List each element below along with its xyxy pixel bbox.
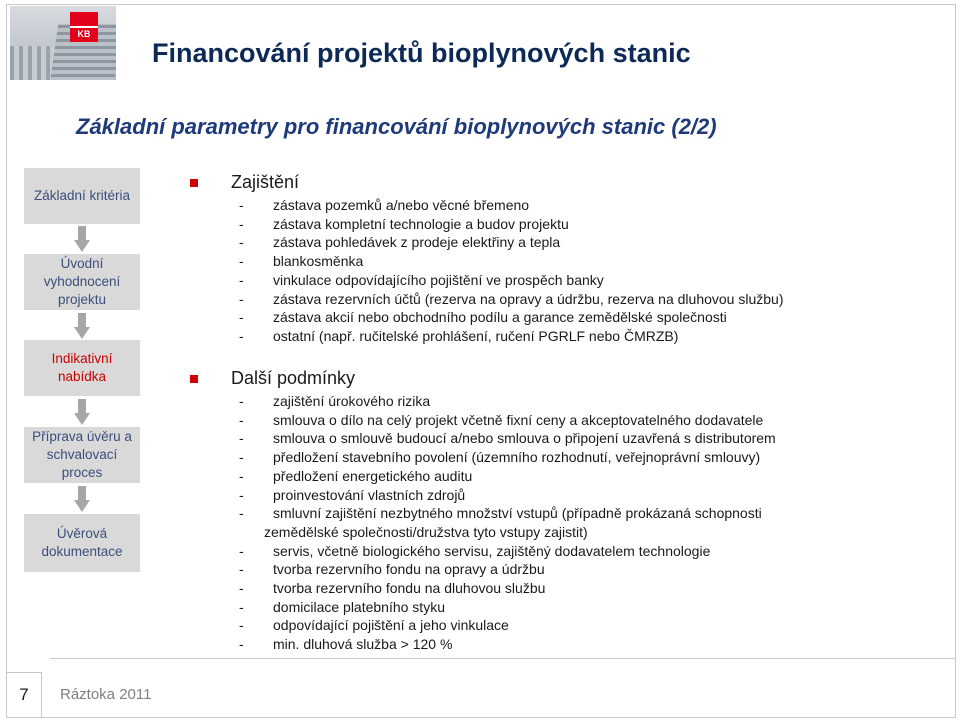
page-subtitle: Základní parametry pro financování bioplynových stanic (2/2)	[76, 114, 717, 139]
list-item: - smlouva o smlouvě budoucí a/nebo smlouva o připojení uzavřená s distributorem	[190, 429, 776, 448]
list-item: - min. dluhová služba > 120 %	[190, 635, 776, 654]
process-step-uvodni-vyhodnoceni	[24, 254, 140, 310]
kb-logo: KB	[70, 12, 98, 42]
process-step-label: Indikativní nabídka	[51, 351, 113, 384]
kb-logo-photo	[10, 6, 116, 80]
process-step-label: Základní kritéria	[33, 188, 131, 203]
list-item: - předložení stavebního povolení (územního rozhodnutí, veřejnoprávní smlouvy)	[190, 448, 776, 467]
footer-text: Ráztoka 2011	[60, 686, 152, 703]
list-item: - tvorba rezervního fondu na dluhovou službu	[190, 579, 776, 598]
process-step-label: Příprava úvěru a schvalovací proces	[32, 429, 132, 480]
section-dalsi-podminky	[190, 368, 776, 654]
square-bullet-icon	[190, 375, 198, 383]
process-step-label: Úvodní vyhodnocení projektu	[43, 256, 121, 307]
square-bullet-icon	[190, 179, 198, 187]
down-arrow-icon	[74, 313, 90, 339]
process-step-priprava-uveru	[24, 427, 140, 483]
list-item: - odpovídající pojištění a jeho vinkulace	[190, 616, 776, 635]
list-item: - zajištění úrokového rizika	[190, 392, 776, 411]
bullet-list	[190, 392, 776, 654]
list-item: - zástava kompletní technologie a budov projektu	[190, 215, 784, 234]
list-item: - ostatní (např. ručitelské prohlášení, ručení PGRLF nebo ČMRZB)	[190, 327, 784, 346]
down-arrow-icon	[74, 226, 90, 252]
list-item: - servis, včetně biologického servisu, zajištěný dodavatelem technologie	[190, 542, 776, 561]
list-item: - proinvestování vlastních zdrojů	[190, 486, 776, 505]
process-step-indikativni-nabidka	[24, 340, 140, 396]
list-item: - zástava pohledávek z prodeje elektřiny a tepla	[190, 233, 784, 252]
list-item: - zástava pozemků a/nebo věcné břemeno	[190, 196, 784, 215]
section-title: Další podmínky	[231, 368, 356, 388]
process-step-label: Úvěrová dokumentace	[41, 526, 123, 559]
footer-divider	[50, 658, 956, 659]
list-item: - smlouva o dílo na celý projekt včetně fixní ceny a akceptovatelného dodavatele	[190, 411, 776, 430]
list-item: - domicilace platebního styku	[190, 598, 776, 617]
process-step-zakladni-kriteria	[24, 168, 140, 224]
list-item: - zástava akcií nebo obchodního podílu a garance zemědělské společnosti	[190, 308, 784, 327]
section-title: Zajištění	[231, 172, 300, 192]
down-arrow-icon	[74, 399, 90, 425]
list-item: - předložení energetického auditu	[190, 467, 776, 486]
list-item: - zástava rezervních účtů (rezerva na opravy a údržbu, rezerva na dluhovou službu)	[190, 290, 784, 309]
list-item: - smluvní zajištění nezbytného množství vstupů (případně prokázaná schopnosti	[190, 504, 776, 523]
page-title: Financování projektů bioplynových stanic	[152, 38, 691, 68]
down-arrow-icon	[74, 486, 90, 512]
section-zajisteni	[190, 172, 784, 346]
list-item: - vinkulace odpovídajícího pojištění ve prospěch banky	[190, 271, 784, 290]
list-item: - tvorba rezervního fondu na opravy a údržbu	[190, 560, 776, 579]
list-item: - blankosměnka	[190, 252, 784, 271]
list-item-continuation: zemědělské společnosti/družstva tyto vstupy zajistit)	[264, 523, 588, 540]
bullet-list	[190, 196, 784, 346]
process-step-uverova-dokumentace	[24, 514, 140, 572]
page-number: 7	[6, 672, 42, 718]
